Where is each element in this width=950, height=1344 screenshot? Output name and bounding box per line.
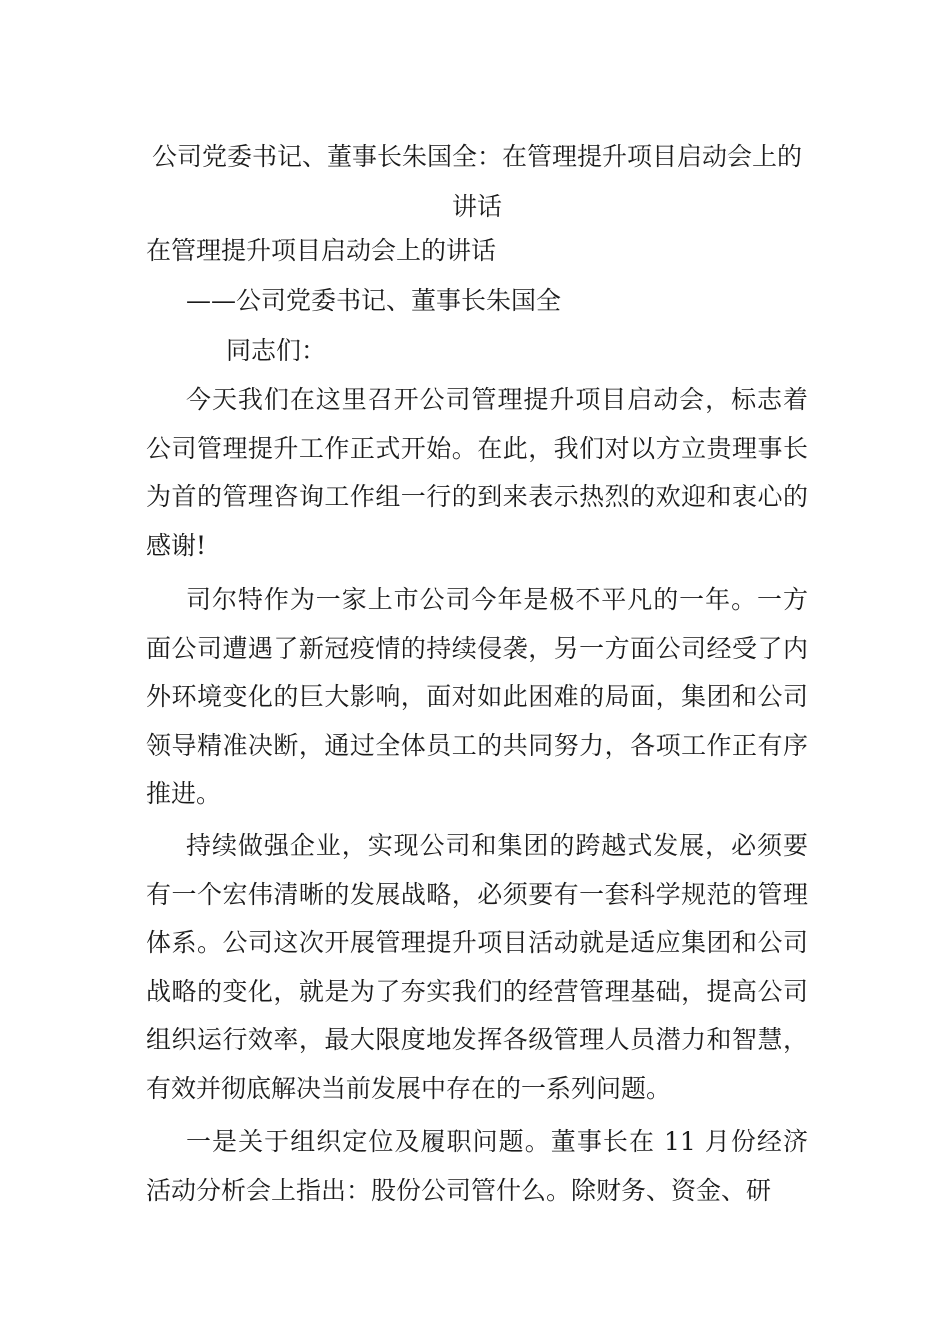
greeting: 同志们： <box>226 336 327 365</box>
document-title: 公司党委书记、董事长朱国全：在管理提升项目启动会上的讲话 <box>151 142 802 221</box>
paragraph-4: 一是关于组织定位及履职问题。董事长在 11 月份经济活动分析会上指出：股份公司管什么。除财务、资金、研 <box>146 1127 808 1205</box>
paragraph-2: 司尔特作为一家上市公司今年是极不平凡的一年。一方面公司遭遇了新冠疫情的持续侵袭，另一方面公司经受了内外环境变化的巨大影响，面对如此困难的局面，集团和公司领导精准决断，通过全体员工的共同努力，各项工作正有序推进。 <box>146 585 808 808</box>
paragraph-3: 持续做强企业，实现公司和集团的跨越式发展，必须要有一个宏伟清晰的发展战略，必须要有一套科学规范的管理体系。公司这次开展管理提升项目活动就是适应集团和公司战略的变化，就是为了夯实我们的经营管理基础，提高公司组织运行效率，最大限度地发挥各级管理人员潜力和智慧，有效并彻底解决当前发展中存在的一系列问题。 <box>146 831 808 1103</box>
speech-subtitle: 在管理提升项目启动会上的讲话 <box>146 236 497 265</box>
paragraph-1: 今天我们在这里召开公司管理提升项目启动会，标志着公司管理提升工作正式开始。在此，我们对以方立贵理事长为首的管理咨询工作组一行的到来表示热烈的欢迎和衷心的感谢! <box>146 385 808 560</box>
speaker-byline: ——公司党委书记、董事长朱国全 <box>186 286 562 315</box>
